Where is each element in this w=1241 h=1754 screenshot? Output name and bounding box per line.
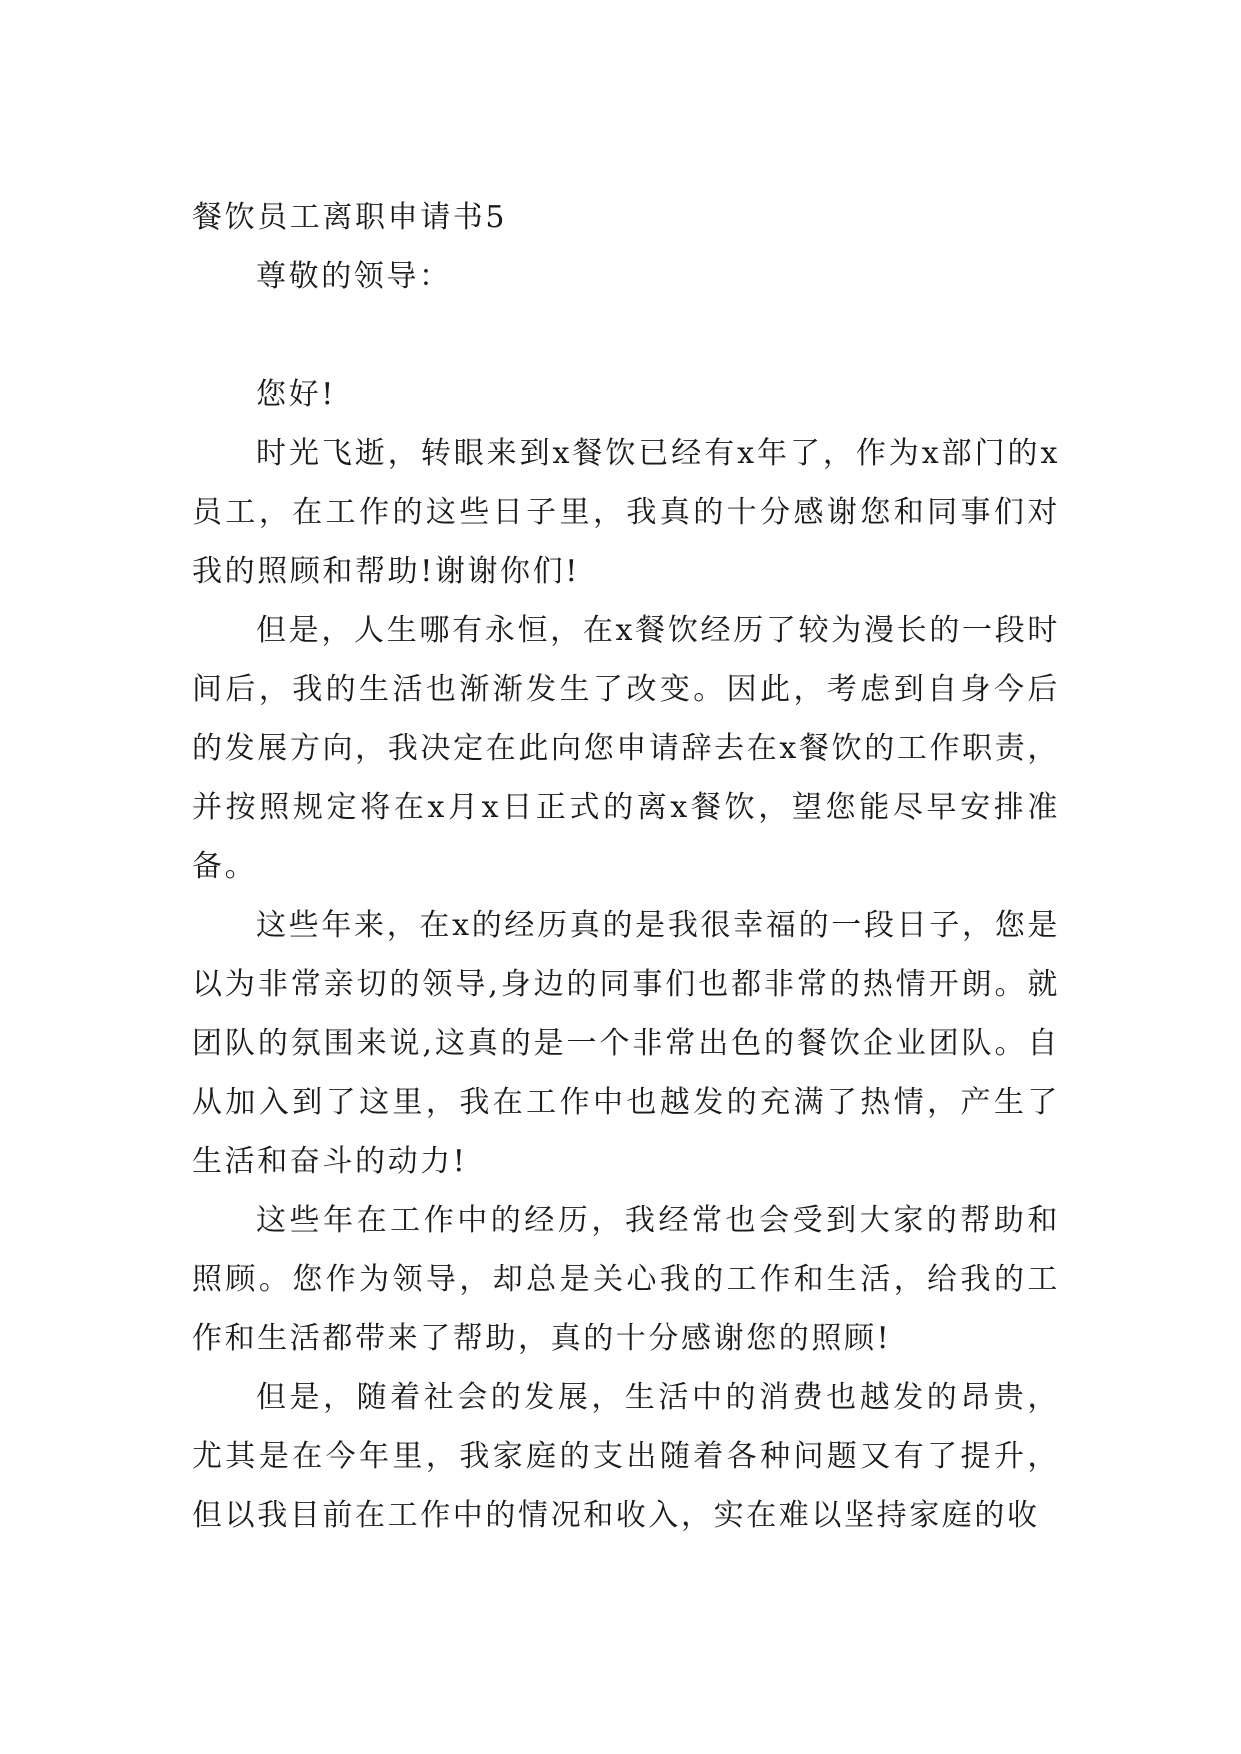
salutation: 尊敬的领导： (256, 259, 452, 294)
paragraph-5: 但是，随着社会的发展，生活中的消费也越发的昂贵，尤其是在今年里，我家庭的支出随着各种问题又有了提升，但以我目前在工作中的情况和收入，实在难以坚持家庭的收 (192, 1380, 1060, 1533)
greeting: 您好! (256, 377, 336, 412)
paragraph-3: 这些年来，在x的经历真的是我很幸福的一段日子，您是以为非常亲切的领导,身边的同事们也都非常的热情开朗。就团队的氛围来说,这真的是一个非常出色的餐饮企业团队。自从加入到了这里，我在工作中也越发的充满了热情，产生了生活和奋斗的动力! (192, 908, 1060, 1179)
paragraph-2: 但是，人生哪有永恒，在x餐饮经历了较为漫长的一段时间后，我的生活也渐渐发生了改变。因此，考虑到自身今后的发展方向，我决定在此向您申请辞去在x餐饮的工作职责，并按照规定将在x月x日正式的离x餐饮，望您能尽早安排准备。 (192, 613, 1060, 884)
document-body (192, 188, 1060, 1545)
paragraph-4: 这些年在工作中的经历，我经常也会受到大家的帮助和照顾。您作为领导，却总是关心我的工作和生活，给我的工作和生活都带来了帮助，真的十分感谢您的照顾! (192, 1203, 1060, 1356)
paragraph-1: 时光飞逝，转眼来到x餐饮已经有x年了，作为x部门的x员工，在工作的这些日子里，我真的十分感谢您和同事们对我的照顾和帮助!谢谢你们! (192, 436, 1060, 589)
blank-line (192, 306, 1060, 365)
document-title: 餐饮员工离职申请书5 (192, 200, 508, 235)
